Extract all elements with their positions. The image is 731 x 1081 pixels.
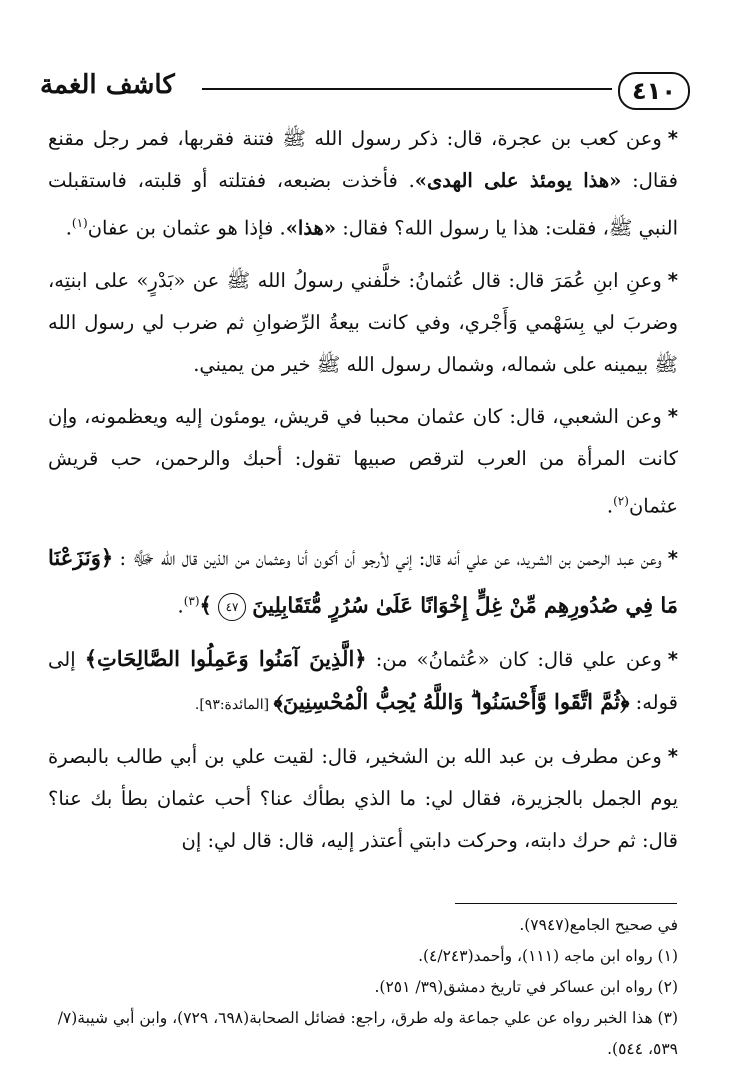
text: وعن الشعبي، قال: كان عثمان محببا في قريش، يومئون إليه ويعظمونه، وإن كانت المرأة من العرب لترقص صبيها تقول: أحبك والرحمن، حب قريش عثمان [48,404,678,517]
footnote-line: في صحيح الجامع(٧٩٤٧). [519,916,678,934]
text: وعن كعب بن عجرة، قال: ذكر رسول الله ﷺ فتنة فقربها، فمر رجل مقنع فقال: [48,127,678,192]
paragraph-4 [48,537,678,628]
quran-bracket: ﴾ [199,592,212,618]
paragraph-2 [48,260,678,386]
text: . [177,594,184,618]
verse-number: ٤٧ [218,593,246,621]
text: . فأخذت بضبعه، ففتلته أو قلبته، فاستقبلت النبي ﷺ، فقلت: هذا يا رسول الله؟ فقال: [48,169,678,240]
quote: «هذا» [285,216,337,240]
quran-verse: ﴿الَّذِينَ آمَنُوا وَعَمِلُوا الصَّالِحَاتِ﴾ [84,645,367,671]
surah-reference: [المائدة:٩٣]. [194,696,274,713]
footnote-ref[interactable]: (١) [71,216,88,230]
book-title: كاشف الغمة [40,70,175,100]
star-marker: * [667,268,678,292]
quran-verse: ﴿وَنَزَعْنَا مَا فِي صُدُورِهِم مِّنْ غِلٍّ إِخْوَانًا عَلَىٰ سُرُرٍ مُّتَقَابِلِينَ [48,545,678,618]
quran-verse: ﴿ثُمَّ اتَّقَوا وَّأَحْسَنُوا ۗ وَاللَّهُ يُحِبُّ الْمُحْسِنِينَ﴾ [273,688,630,714]
star-marker: * [667,547,678,570]
main-text [48,118,678,872]
quote: «هذا يومئذ على الهدى» [414,169,622,192]
text: . [65,216,72,240]
text: وعن علي قال: كان «عُثمانُ» من: [366,647,662,671]
footnote-3: (٣) هذا الخبر رواه عن علي جماعة وله طرق، راجع: فضائل الصحابة(٦٩٨، ٧٢٩)، وابن أبي شيبة(٧/ ٥٣٩، ٥٤٤). [57,1009,678,1058]
header-rule [202,88,612,90]
paragraph-1 [48,118,678,250]
footnote-rule [455,903,677,904]
text: وعنِ ابنِ عُمَرَ قال: قال عُثمانُ: خلَّفني رسولُ الله ﷺ عن «بَدْرٍ» على ابنتِه، وضربَ لي بِسَهْمي وَأَجْري، وفي كانت بيعةُ الرِّضوانِ ثم ضرب لي رسول الله ﷺ بيمينه على شماله، وشمال رسول الله ﷺ خير من يميني. [48,268,678,376]
star-marker: * [667,404,678,428]
footnotes [52,910,678,1065]
star-marker: * [667,744,678,768]
text: . [606,494,614,517]
footnote-ref[interactable]: (٣) [183,594,200,608]
text: إلى قوله: [48,647,678,714]
paragraph-6 [48,736,678,862]
star-marker: * [667,647,678,671]
text: . فإذا هو عثمان بن عفان [87,216,286,240]
paragraph-5 [48,638,678,726]
text: وعن عبد الرحمن بن الشريد، عن علي أنه قال: إني لأرجو أن أكون أنا وعثمان من الذين قال الله ﷻ : [113,547,662,570]
page-header [40,58,690,114]
footnote-ref[interactable]: (٢) [613,493,629,508]
page-number: ٤١٠ [618,72,690,110]
star-marker: * [667,127,678,150]
footnote-1: (١) رواه ابن ماجه (١١١)، وأحمد(٤/٢٤٣). [418,947,678,965]
paragraph-3 [48,396,678,528]
footnote-2: (٢) رواه ابن عساكر في تاريخ دمشق(٣٩/ ٢٥١). [374,978,678,996]
text: وعن مطرف بن عبد الله بن الشخير، قال: لقيت علي بن أبي طالب بالبصرة يوم الجمل بالجزيرة، فقال لي: ما الذي بطأك عنا؟ أحب عثمان بطأ بك عنا؟ قال: ثم حرك دابته، وحركت دابتي أعتذر إليه، قال: قال لي: إن [48,744,678,852]
